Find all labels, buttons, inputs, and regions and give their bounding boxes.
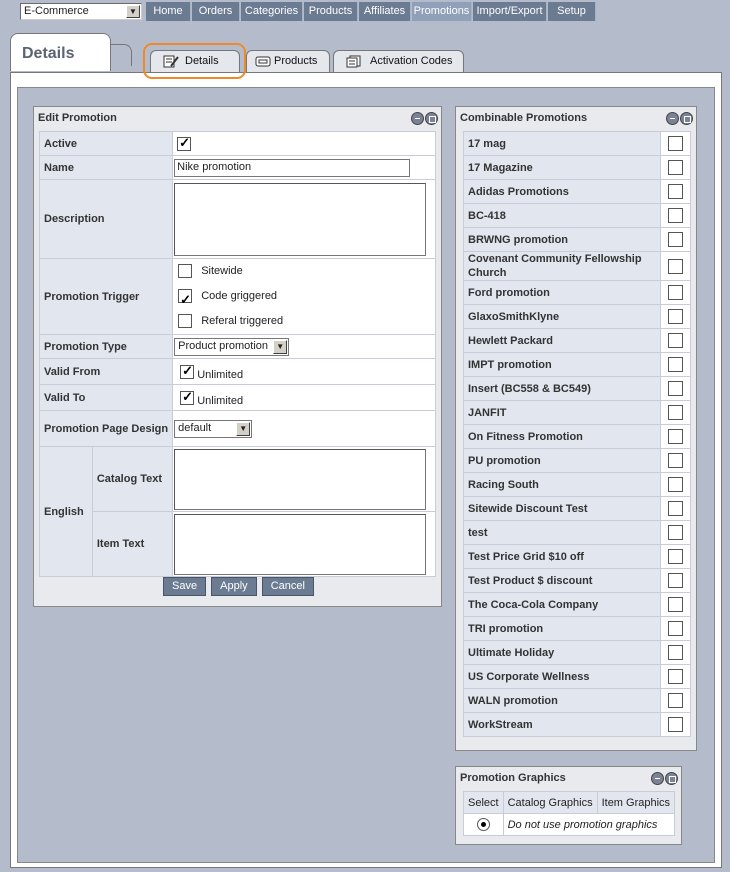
list-item bbox=[464, 473, 691, 497]
type-label: Promotion Type bbox=[40, 335, 173, 359]
combinable-checkbox-cell bbox=[661, 353, 691, 377]
list-item bbox=[464, 401, 691, 425]
select-header: Select bbox=[464, 792, 504, 814]
catalog-graphics-header: Catalog Graphics bbox=[503, 792, 597, 814]
description-label: Description bbox=[40, 180, 173, 259]
nav-orders[interactable]: Orders bbox=[192, 2, 240, 21]
combinable-checkbox[interactable] bbox=[668, 333, 683, 348]
combinable-promotion-name: JANFIT bbox=[464, 401, 661, 425]
edit-promotion-panel bbox=[33, 106, 442, 607]
combinable-promotion-name: WALN promotion bbox=[464, 689, 661, 713]
combinable-promotion-name: Hewlett Packard bbox=[464, 329, 661, 353]
description-textarea[interactable] bbox=[174, 183, 426, 256]
list-item bbox=[464, 497, 691, 521]
combinable-checkbox-cell bbox=[661, 132, 691, 156]
combinable-promotion-name: 17 mag bbox=[464, 132, 661, 156]
combinable-promotion-name: TRI promotion bbox=[464, 617, 661, 641]
promotion-type-value: Product promotion bbox=[178, 339, 269, 352]
nav-import-export[interactable]: Import/Export bbox=[473, 2, 547, 21]
save-button[interactable]: Save bbox=[163, 577, 206, 596]
tab-label: Products bbox=[274, 55, 318, 67]
referal-triggered-label: Referal triggered bbox=[201, 315, 284, 327]
combinable-promotion-name: PU promotion bbox=[464, 449, 661, 473]
item-text-label: Item Text bbox=[92, 512, 172, 577]
combinable-checkbox-cell bbox=[661, 281, 691, 305]
tab-details[interactable] bbox=[150, 50, 240, 72]
combinable-checkbox[interactable] bbox=[668, 405, 683, 420]
combinable-promotion-name: BC-418 bbox=[464, 204, 661, 228]
list-item bbox=[464, 425, 691, 449]
store-select[interactable] bbox=[20, 3, 142, 20]
combinable-checkbox-cell bbox=[661, 401, 691, 425]
list-item bbox=[464, 228, 691, 252]
nav-categories[interactable]: Categories bbox=[241, 2, 303, 21]
no-graphics-label: Do not use promotion graphics bbox=[503, 814, 674, 836]
products-icon bbox=[255, 55, 271, 68]
combinable-checkbox[interactable] bbox=[668, 717, 683, 732]
combinable-promotion-name: WorkStream bbox=[464, 713, 661, 737]
combinable-checkbox[interactable] bbox=[668, 621, 683, 636]
chevron-down-icon[interactable]: ▼ bbox=[236, 422, 250, 436]
design-label: Promotion Page Design bbox=[40, 411, 173, 447]
nav-setup[interactable]: Setup bbox=[548, 2, 596, 21]
list-item bbox=[464, 156, 691, 180]
item-text-textarea[interactable] bbox=[174, 514, 426, 575]
combinable-checkbox-cell bbox=[661, 521, 691, 545]
combinable-promotion-name: Adidas Promotions bbox=[464, 180, 661, 204]
combinable-checkbox[interactable] bbox=[668, 357, 683, 372]
combinable-checkbox[interactable] bbox=[668, 693, 683, 708]
combinable-promotions-list bbox=[463, 131, 691, 737]
combinable-checkbox[interactable] bbox=[668, 309, 683, 324]
valid-to-unlimited-checkbox[interactable] bbox=[180, 391, 194, 405]
language-label: English bbox=[40, 447, 93, 577]
panel-title: Promotion Graphics bbox=[460, 772, 566, 784]
combinable-checkbox-cell bbox=[661, 180, 691, 204]
combinable-promotion-name: test bbox=[464, 521, 661, 545]
pages-icon bbox=[346, 55, 362, 68]
tab-products[interactable] bbox=[246, 50, 330, 72]
code-triggered-checkbox[interactable] bbox=[178, 289, 192, 303]
combinable-checkbox-cell bbox=[661, 545, 691, 569]
item-graphics-header: Item Graphics bbox=[597, 792, 674, 814]
minimize-icon[interactable] bbox=[411, 112, 424, 125]
name-label: Name bbox=[40, 156, 173, 180]
chevron-down-icon[interactable]: ▼ bbox=[126, 5, 140, 18]
referal-triggered-checkbox[interactable] bbox=[178, 314, 192, 328]
trigger-label: Promotion Trigger bbox=[40, 259, 173, 335]
maximize-icon[interactable] bbox=[665, 772, 678, 785]
list-item bbox=[464, 252, 691, 281]
combinable-checkbox-cell bbox=[661, 713, 691, 737]
combinable-checkbox-cell bbox=[661, 569, 691, 593]
no-graphics-radio[interactable] bbox=[477, 818, 490, 831]
sitewide-label: Sitewide bbox=[201, 265, 243, 277]
combinable-checkbox[interactable] bbox=[668, 669, 683, 684]
promotion-graphics-table bbox=[463, 791, 675, 836]
combinable-checkbox[interactable] bbox=[668, 381, 683, 396]
combinable-checkbox[interactable] bbox=[668, 597, 683, 612]
valid-from-unlimited-checkbox[interactable] bbox=[180, 365, 194, 379]
list-item bbox=[464, 569, 691, 593]
combinable-checkbox-cell bbox=[661, 204, 691, 228]
combinable-checkbox[interactable] bbox=[668, 184, 683, 199]
list-item bbox=[464, 329, 691, 353]
list-item bbox=[464, 305, 691, 329]
combinable-checkbox-cell bbox=[661, 425, 691, 449]
page-design-value: default bbox=[178, 421, 212, 434]
combinable-promotion-name: Ultimate Holiday bbox=[464, 641, 661, 665]
combinable-promotion-name: Racing South bbox=[464, 473, 661, 497]
combinable-checkbox[interactable] bbox=[668, 525, 683, 540]
list-item bbox=[464, 593, 691, 617]
combinable-checkbox[interactable] bbox=[668, 208, 683, 223]
list-item bbox=[464, 521, 691, 545]
valid-to-value: Unlimited bbox=[197, 395, 244, 408]
panel-title: Combinable Promotions bbox=[460, 112, 588, 124]
combinable-checkbox-cell bbox=[661, 377, 691, 401]
combinable-checkbox-cell bbox=[661, 665, 691, 689]
combinable-checkbox[interactable] bbox=[668, 645, 683, 660]
combinable-promotion-name: Ford promotion bbox=[464, 281, 661, 305]
combinable-promotion-name: On Fitness Promotion bbox=[464, 425, 661, 449]
valid-from-value: Unlimited bbox=[197, 369, 244, 382]
combinable-promotions-panel bbox=[455, 106, 697, 751]
combinable-checkbox[interactable] bbox=[668, 136, 683, 151]
tab-activation-codes[interactable] bbox=[333, 50, 464, 72]
name-input[interactable]: Nike promotion bbox=[174, 159, 410, 177]
list-item bbox=[464, 180, 691, 204]
cancel-button[interactable]: Cancel bbox=[262, 577, 314, 596]
edit-document-icon bbox=[163, 55, 179, 68]
chevron-down-icon[interactable]: ▼ bbox=[273, 340, 287, 354]
form-buttons bbox=[34, 577, 443, 596]
list-item bbox=[464, 713, 691, 737]
combinable-checkbox-cell bbox=[661, 449, 691, 473]
minimize-icon[interactable] bbox=[651, 772, 664, 785]
promotion-graphics-panel bbox=[455, 766, 682, 845]
nav-products[interactable]: Products bbox=[304, 2, 358, 21]
active-label: Active bbox=[40, 132, 173, 156]
combinable-promotion-name: Test Product $ discount bbox=[464, 569, 661, 593]
combinable-checkbox[interactable] bbox=[668, 285, 683, 300]
combinable-checkbox[interactable] bbox=[668, 160, 683, 175]
catalog-text-label: Catalog Text bbox=[92, 447, 172, 512]
combinable-checkbox-cell bbox=[661, 329, 691, 353]
combinable-promotion-name: The Coca-Cola Company bbox=[464, 593, 661, 617]
combinable-checkbox[interactable] bbox=[668, 429, 683, 444]
combinable-checkbox-cell bbox=[661, 228, 691, 252]
combinable-checkbox[interactable] bbox=[668, 573, 683, 588]
combinable-promotion-name: 17 Magazine bbox=[464, 156, 661, 180]
list-item bbox=[464, 665, 691, 689]
edit-promotion-header bbox=[34, 107, 441, 129]
combinable-checkbox[interactable] bbox=[668, 453, 683, 468]
maximize-icon[interactable] bbox=[425, 112, 438, 125]
catalog-text-textarea[interactable] bbox=[174, 449, 426, 510]
combinable-promotion-name: Sitewide Discount Test bbox=[464, 497, 661, 521]
panel-title: Edit Promotion bbox=[38, 112, 117, 124]
combinable-checkbox-cell bbox=[661, 305, 691, 329]
promotion-type-select[interactable] bbox=[174, 338, 289, 356]
combinable-promotion-name: Test Price Grid $10 off bbox=[464, 545, 661, 569]
list-item bbox=[464, 449, 691, 473]
combinable-promotion-name: US Corporate Wellness bbox=[464, 665, 661, 689]
edit-promotion-form bbox=[39, 131, 436, 577]
page-design-select[interactable] bbox=[174, 420, 252, 438]
code-triggered-label: Code griggered bbox=[201, 290, 278, 302]
combinable-promotion-name: Insert (BC558 & BC549) bbox=[464, 377, 661, 401]
valid-from-label: Valid From bbox=[40, 359, 173, 385]
combinable-checkbox-cell bbox=[661, 617, 691, 641]
list-item bbox=[464, 545, 691, 569]
combinable-checkbox-cell bbox=[661, 156, 691, 180]
list-item bbox=[464, 353, 691, 377]
list-item bbox=[464, 377, 691, 401]
store-select-value: E-Commerce bbox=[24, 5, 89, 17]
combinable-checkbox[interactable] bbox=[668, 477, 683, 492]
combinable-promotion-name: GlaxoSmithKlyne bbox=[464, 305, 661, 329]
combinable-checkbox[interactable] bbox=[668, 549, 683, 564]
nav-affiliates[interactable]: Affiliates bbox=[359, 2, 411, 21]
combinable-checkbox-cell bbox=[661, 689, 691, 713]
minimize-icon[interactable] bbox=[666, 112, 679, 125]
sitewide-checkbox[interactable] bbox=[178, 264, 192, 278]
active-checkbox[interactable] bbox=[177, 137, 191, 151]
page-title: Details bbox=[10, 33, 111, 71]
apply-button[interactable]: Apply bbox=[211, 577, 257, 596]
tab-label: Details bbox=[185, 55, 219, 67]
combinable-checkbox-cell bbox=[661, 473, 691, 497]
combinable-checkbox[interactable] bbox=[668, 501, 683, 516]
nav-home[interactable]: Home bbox=[146, 2, 191, 21]
maximize-icon[interactable] bbox=[680, 112, 693, 125]
list-item bbox=[464, 281, 691, 305]
promotion-graphics-header bbox=[456, 767, 681, 789]
combinable-checkbox-cell bbox=[661, 497, 691, 521]
combinable-promotion-name: IMPT promotion bbox=[464, 353, 661, 377]
tab-spacer bbox=[110, 44, 132, 66]
combinable-checkbox-cell bbox=[661, 252, 691, 281]
combinable-promotion-name: BRWNG promotion bbox=[464, 228, 661, 252]
combinable-promotions-header bbox=[456, 107, 696, 129]
list-item bbox=[464, 204, 691, 228]
list-item bbox=[464, 689, 691, 713]
combinable-checkbox-cell bbox=[661, 641, 691, 665]
valid-to-label: Valid To bbox=[40, 385, 173, 411]
top-nav-bar bbox=[0, 0, 730, 24]
combinable-checkbox[interactable] bbox=[668, 259, 683, 274]
list-item bbox=[464, 617, 691, 641]
list-item bbox=[464, 132, 691, 156]
nav-promotions[interactable]: Promotions bbox=[412, 2, 472, 21]
list-item bbox=[464, 641, 691, 665]
tab-label: Activation Codes bbox=[370, 55, 453, 67]
combinable-checkbox[interactable] bbox=[668, 232, 683, 247]
combinable-checkbox-cell bbox=[661, 593, 691, 617]
combinable-promotion-name: Covenant Community Fellowship Church bbox=[464, 252, 661, 281]
